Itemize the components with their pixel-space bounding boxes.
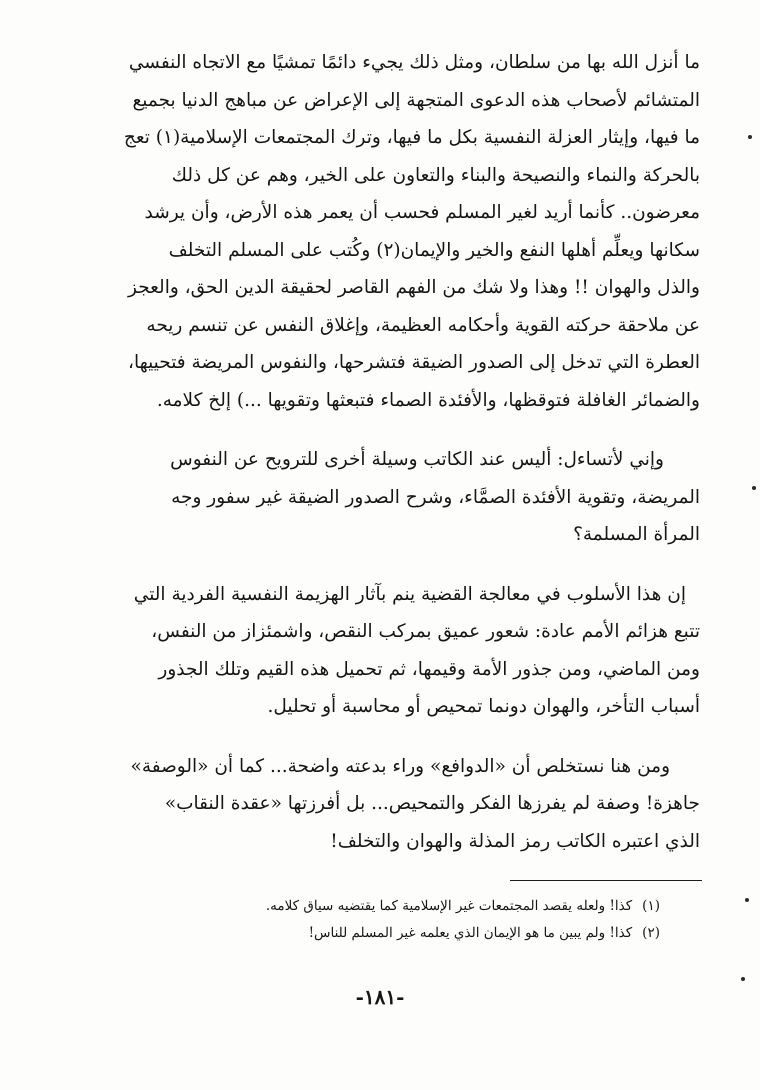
footnote-divider bbox=[510, 880, 702, 881]
paragraph-2 bbox=[58, 441, 700, 554]
scan-speck bbox=[748, 135, 752, 139]
footnote-number: (٢) bbox=[642, 925, 660, 941]
paragraph-3 bbox=[58, 576, 700, 726]
text-line: معرضون.. كأنما أريد لغير المسلم فحسب أن يعمر هذه الأرض، وأن يرشد bbox=[144, 202, 700, 223]
footnote-1 bbox=[100, 893, 660, 920]
text-line: جاهزة! وصفة لم يفرزها الفكر والتمحيص... بل أفرزتها «عقدة النقاب» bbox=[164, 793, 700, 814]
footnotes bbox=[100, 893, 660, 947]
scan-speck bbox=[741, 977, 745, 981]
text-line: عن ملاحقة حركته القوية وأحكامه العظيمة، وإغلاق النفس عن تنسم ريحه bbox=[146, 314, 700, 336]
footnote-text: كذا! ولعله يقصد المجتمعات غير الإسلامية كما يقتضيه سياق كلامه. bbox=[265, 898, 633, 914]
footnote-2 bbox=[100, 920, 660, 947]
text-line: إن هذا الأسلوب في معالجة القضية ينم بآثار الهزيمة النفسية الفردية التي bbox=[133, 583, 686, 605]
text-line: ما فيها، وإيثار العزلة النفسية بكل ما فيها، وترك المجتمعات الإسلامية(١) تعج bbox=[123, 127, 700, 148]
text-line: سكانها ويعلِّم أهلها النفع والخير والإيمان(٢) وكُتب على المسلم التخلف bbox=[168, 239, 700, 261]
text-line: المريضة، وتقوية الأفئدة الصمَّاء، وشرح الصدور الضيقة غير سفور وجه bbox=[171, 486, 700, 508]
text-line: أسباب التأخر، والهوان دونما تمحيص أو محاسبة أو تحليل. bbox=[267, 696, 700, 717]
scan-speck bbox=[752, 486, 756, 490]
text-line: العطرة التي تدخل إلى الصدور الضيقة فتشرحها، والنفوس المريضة فتحييها، bbox=[127, 352, 700, 373]
text-line: ومن هنا نستخلص أن «الدوافع» وراء بدعته واضحة... كما أن «الوصفة» bbox=[130, 755, 670, 777]
scan-speck bbox=[745, 898, 749, 902]
text-line: وإني لأتساءل: أليس عند الكاتب وسيلة أخرى للترويح عن النفوس bbox=[170, 449, 664, 470]
page-number: -١٨١- bbox=[355, 985, 405, 1009]
text-line: المتشائم لأصحاب هذه الدعوى المتجهة إلى الإعراض عن مباهج الدنيا بجميع bbox=[132, 89, 700, 111]
text-line: بالحركة والنماء والنصيحة والبناء والتعاون على الخير، وهم عن كل ذلك bbox=[171, 164, 700, 186]
text-line: ومن الماضي، ومن جذور الأمة وقيمها، ثم تحميل هذه القيم وتلك الجذور bbox=[158, 658, 700, 680]
text-line: والضمائر الغافلة فتوقظها، والأفئدة الصماء فتبعثها وتقويها ...) إلخ كلامه. bbox=[156, 389, 700, 411]
paragraph-4 bbox=[58, 748, 700, 861]
text-line: ما أنزل الله بها من سلطان، ومثل ذلك يجيء دائمًا تمشيًا مع الاتجاه النفسي bbox=[128, 52, 700, 73]
text-line: والذل والهوان !! وهذا ولا شك من الفهم القاصر لحقيقة الدين الحق، والعجز bbox=[127, 277, 700, 298]
text-line: الذي اعتبره الكاتب رمز المذلة والهوان والتخلف! bbox=[330, 830, 700, 852]
text-line: المرأة المسلمة؟ bbox=[573, 524, 700, 545]
footnote-text: كذا! ولم يبين ما هو الإيمان الذي يعلمه غير المسلم للناس! bbox=[308, 925, 633, 941]
page-body bbox=[58, 44, 700, 860]
text-line: تتبع هزائم الأمم عادة: شعور عميق بمركب النقص، واشمئزاز من النفس، bbox=[151, 621, 700, 642]
paragraph-1 bbox=[58, 44, 700, 419]
footnote-number: (١) bbox=[642, 898, 660, 914]
